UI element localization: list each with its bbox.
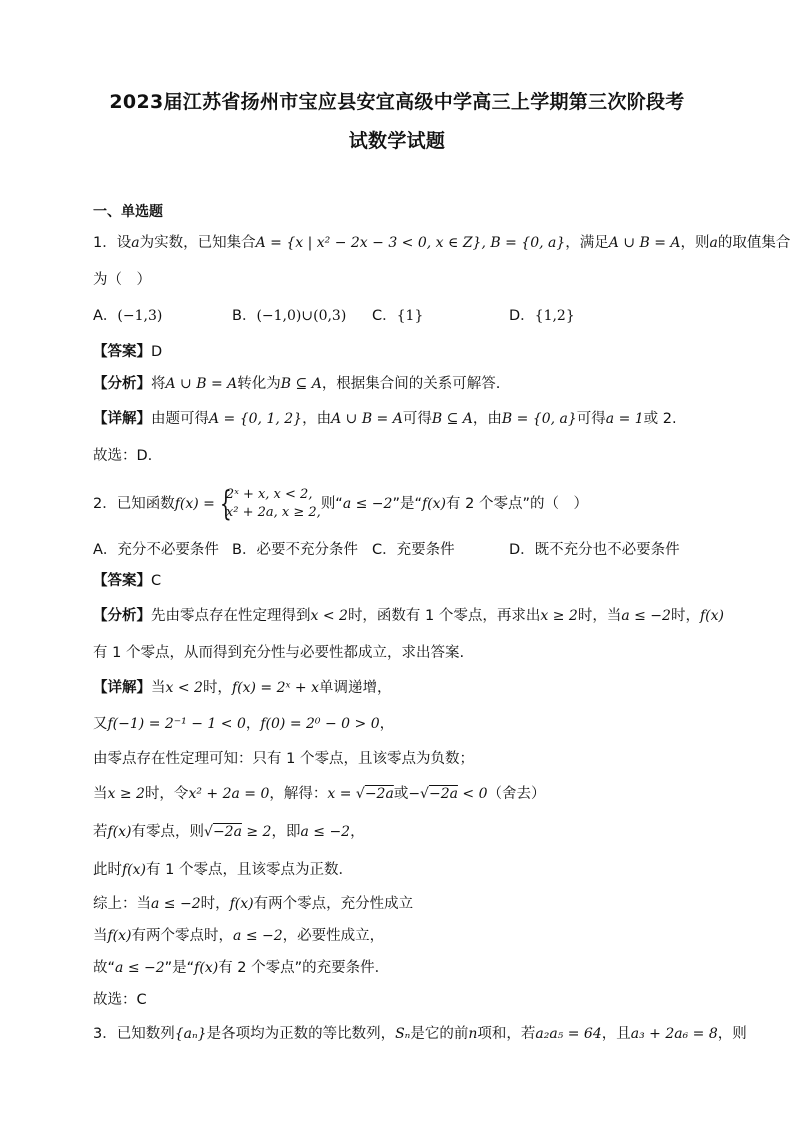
q1-math-set-a: A = {x | x² − 2x − 3 < 0, x ∈ Z}, B = {0, a} — [255, 235, 566, 251]
q1-detail — [93, 409, 734, 429]
q1-text: ，由 — [472, 411, 502, 427]
sqrt-icon: √ — [355, 786, 365, 802]
q2-math: x < 2 — [165, 680, 203, 696]
q2-text: 时，当 — [577, 608, 622, 624]
q2-math: f(x) — [122, 862, 147, 878]
brace-icon: { — [219, 484, 232, 524]
q3-math: a₂a₅ = 64 — [535, 1026, 602, 1042]
analysis-tag: 【分析】 — [93, 608, 151, 624]
q2-text: ”是“ — [164, 960, 195, 976]
analysis-tag: 【分析】 — [93, 376, 151, 392]
q2-text: ，即 — [271, 824, 301, 840]
q3-stem-line1 — [93, 1024, 747, 1044]
q2-math: f(x) — [699, 608, 724, 624]
q2-detail-line8 — [93, 926, 734, 946]
q1-text: 为实数，已知集合 — [139, 235, 256, 251]
q3-text: ，且 — [601, 1026, 631, 1042]
q1-option-c[interactable] — [372, 306, 423, 326]
q2-detail-line5 — [93, 822, 734, 842]
q1-math: B ⊆ A — [431, 411, 473, 427]
q2-text: ， — [245, 716, 261, 732]
q2-detail-line7 — [93, 894, 734, 914]
q2-text: 此时 — [93, 862, 122, 878]
q2-text: 当 — [151, 680, 166, 696]
option-value: (−1,0)∪(0,3) — [256, 308, 347, 324]
q2-text: 有两个零点时， — [131, 928, 234, 944]
option-label: D． — [509, 542, 535, 558]
q2-detail-line6 — [93, 860, 734, 880]
option-label: C． — [372, 308, 397, 324]
q2-text: 先由零点存在性定理得到 — [151, 608, 311, 624]
q2-detail-line3: 由零点存在性定理可知：只有 1 个零点，且该零点为负数； — [93, 751, 474, 767]
q1-answer — [93, 342, 734, 362]
q2-option-d[interactable] — [509, 540, 680, 560]
q2-text: 单调递增， — [318, 680, 392, 696]
answer-value: C — [151, 573, 162, 589]
answer-value: D — [151, 344, 163, 360]
q3-text: 3．已知数列 — [93, 1026, 175, 1042]
q2-text: 当 — [93, 928, 108, 944]
q2-text: 时， — [670, 608, 700, 624]
q1-math: A ∪ B = A — [165, 376, 238, 392]
q2-piece-2: x² + 2a, x ≥ 2, — [225, 505, 321, 520]
q2-text: 若 — [93, 824, 108, 840]
option-value: 必要不充分条件 — [256, 542, 358, 558]
q2-math: a ≤ −2 — [233, 928, 283, 944]
q2-detail-line4 — [93, 784, 734, 804]
q2-text: 时， — [200, 896, 230, 912]
q1-text: 可得 — [402, 411, 432, 427]
q2-text: ， — [379, 716, 395, 732]
document-title-line1: 2023届江苏省扬州市宝应县安宜高级中学高三上学期第三次阶段考 — [109, 91, 685, 113]
q3-text: ，则 — [717, 1026, 747, 1042]
q1-math: A = {0, 1, 2} — [209, 411, 303, 427]
q2-piecewise-function — [217, 486, 321, 522]
q2-math: a ≤ −2 — [342, 496, 393, 512]
q2-math: f(x) — [421, 496, 446, 512]
q2-math: x ≥ 2 — [107, 786, 145, 802]
q2-answer — [93, 571, 734, 591]
q2-math: a ≤ −2 — [115, 960, 165, 976]
q2-text: 时， — [202, 680, 232, 696]
q3-text: 是各项均为正数的等比数列， — [206, 1026, 396, 1042]
q1-option-a[interactable] — [93, 306, 162, 326]
q2-option-a[interactable] — [93, 540, 219, 560]
q1-text: 1．设 — [93, 235, 132, 251]
q2-math: −2a — [428, 786, 458, 802]
option-label: C． — [372, 542, 397, 558]
option-value: 充要条件 — [396, 542, 455, 558]
q1-text: 的取值集合 — [717, 235, 791, 251]
option-value: {1} — [396, 308, 424, 324]
q1-math: A ∪ B = A — [331, 411, 403, 427]
q2-text: 有两个零点，充分性成立 — [253, 896, 414, 912]
q2-math: − — [408, 786, 421, 802]
option-value: {1,2} — [534, 308, 575, 324]
option-value: 既不充分也不必要条件 — [534, 542, 680, 558]
q2-text: 综上：当 — [93, 896, 151, 912]
q1-option-d[interactable] — [509, 306, 575, 326]
q2-math: f(x) = 2ˣ + x — [231, 680, 319, 696]
q2-text: 故“ — [93, 960, 116, 976]
q1-math: a — [131, 235, 140, 251]
q1-text: ，根据集合间的关系可解答. — [321, 376, 501, 392]
q3-math: Sₙ — [395, 1026, 411, 1042]
q2-math: ≥ 2 — [241, 824, 272, 840]
option-label: A． — [93, 308, 118, 324]
q2-text: 则“ — [320, 496, 343, 512]
q2-math: f(x) — [194, 960, 219, 976]
q1-analysis — [93, 374, 734, 394]
q2-text: （舍去） — [487, 786, 546, 802]
q2-stem — [93, 486, 734, 522]
option-label: A． — [93, 542, 118, 558]
q2-text: 有 2 个零点”的充要条件． — [218, 960, 390, 976]
q3-text: 是它的前 — [410, 1026, 469, 1042]
q2-math: −2a — [212, 824, 242, 840]
q2-math: a ≤ −2 — [621, 608, 671, 624]
q3-math: n — [468, 1026, 478, 1042]
q2-text: 有 1 个零点，且该零点为正数． — [146, 862, 353, 878]
q2-text: 当 — [93, 786, 108, 802]
detail-tag: 【详解】 — [93, 680, 151, 696]
q2-math: f(x) — [107, 824, 132, 840]
q1-math: B ⊆ A — [280, 376, 322, 392]
q2-option-b[interactable] — [232, 540, 358, 560]
q2-text: 时，令 — [144, 786, 189, 802]
q1-text: ，由 — [302, 411, 332, 427]
q2-text: ”是“ — [392, 496, 422, 512]
q2-conclusion: 故选：C — [93, 992, 147, 1008]
q3-text: 项和，若 — [477, 1026, 536, 1042]
option-label: D． — [509, 308, 535, 324]
q2-text: ， — [350, 824, 365, 840]
answer-tag: 【答案】 — [93, 344, 151, 360]
q2-math: a ≤ −2 — [151, 896, 201, 912]
q1-text: 或 2. — [643, 411, 677, 427]
q2-text: ，必要性成立， — [282, 928, 385, 944]
q2-math: f(0) = 2⁰ − 0 > 0 — [260, 716, 380, 732]
option-value: (−1,3) — [117, 308, 163, 324]
sqrt-icon: √ — [420, 786, 429, 802]
answer-tag: 【答案】 — [93, 573, 151, 589]
q1-text: 转化为 — [237, 376, 281, 392]
q2-math: < 0 — [457, 786, 488, 802]
q1-option-b[interactable] — [232, 306, 346, 326]
q2-piece-1: 2ˣ + x, x < 2, — [225, 487, 313, 502]
q1-math: B = {0, a} — [501, 411, 577, 427]
q2-math: x ≥ 2 — [540, 608, 578, 624]
q2-math: a ≤ −2 — [300, 824, 351, 840]
q1-math: A ∪ B = A — [608, 235, 681, 251]
q1-text: 可得 — [576, 411, 606, 427]
option-value: 充分不必要条件 — [117, 542, 219, 558]
section-heading: 一、单选题 — [93, 204, 163, 220]
sqrt-icon: √ — [204, 824, 213, 840]
option-label: B． — [232, 308, 257, 324]
q2-text: ，解得： — [269, 786, 328, 802]
q2-analysis-line1 — [93, 606, 734, 626]
q2-text: 或 — [393, 786, 409, 802]
q1-stem-line1 — [93, 233, 791, 253]
q3-math: a₃ + 2a₆ = 8 — [630, 1026, 718, 1042]
q3-math: {aₙ} — [174, 1026, 207, 1042]
q2-option-c[interactable] — [372, 540, 455, 560]
q2-text: 又 — [93, 716, 108, 732]
detail-tag: 【详解】 — [93, 411, 151, 427]
q2-math: f(x) — [229, 896, 254, 912]
q1-text: ，则 — [680, 235, 710, 251]
q1-math: a = 1 — [605, 411, 644, 427]
q1-stem-line2: 为（ ） — [93, 272, 151, 288]
q1-text: ，满足 — [565, 235, 609, 251]
q2-math: x² + 2a = 0 — [188, 786, 270, 802]
q1-text: 由题可得 — [151, 411, 209, 427]
q2-math: f(−1) = 2⁻¹ − 1 < 0 — [107, 716, 246, 732]
q1-math: a — [709, 235, 718, 251]
q2-text: 2．已知函数 — [93, 496, 175, 512]
q2-text: 有 2 个零点”的（ ） — [446, 496, 588, 512]
q2-detail-line1 — [93, 678, 734, 698]
q2-text: 时，函数有 1 个零点，再求出 — [347, 608, 541, 624]
q2-math: −2a — [364, 786, 394, 802]
q2-math: x < 2 — [310, 608, 348, 624]
q2-math: x = — [327, 786, 356, 802]
q2-math: f(x) — [107, 928, 132, 944]
q2-text: 有零点，则 — [131, 824, 205, 840]
q2-math-fx: f(x) = — [174, 496, 215, 512]
q2-detail-line9 — [93, 958, 734, 978]
q1-text: 将 — [151, 376, 166, 392]
q2-detail-line2 — [93, 714, 734, 734]
option-label: B． — [232, 542, 257, 558]
q1-conclusion: 故选：D. — [93, 448, 153, 464]
q2-analysis-line2: 有 1 个零点，从而得到充分性与必要性都成立，求出答案. — [93, 645, 465, 661]
document-title-line2: 试数学试题 — [348, 130, 446, 152]
